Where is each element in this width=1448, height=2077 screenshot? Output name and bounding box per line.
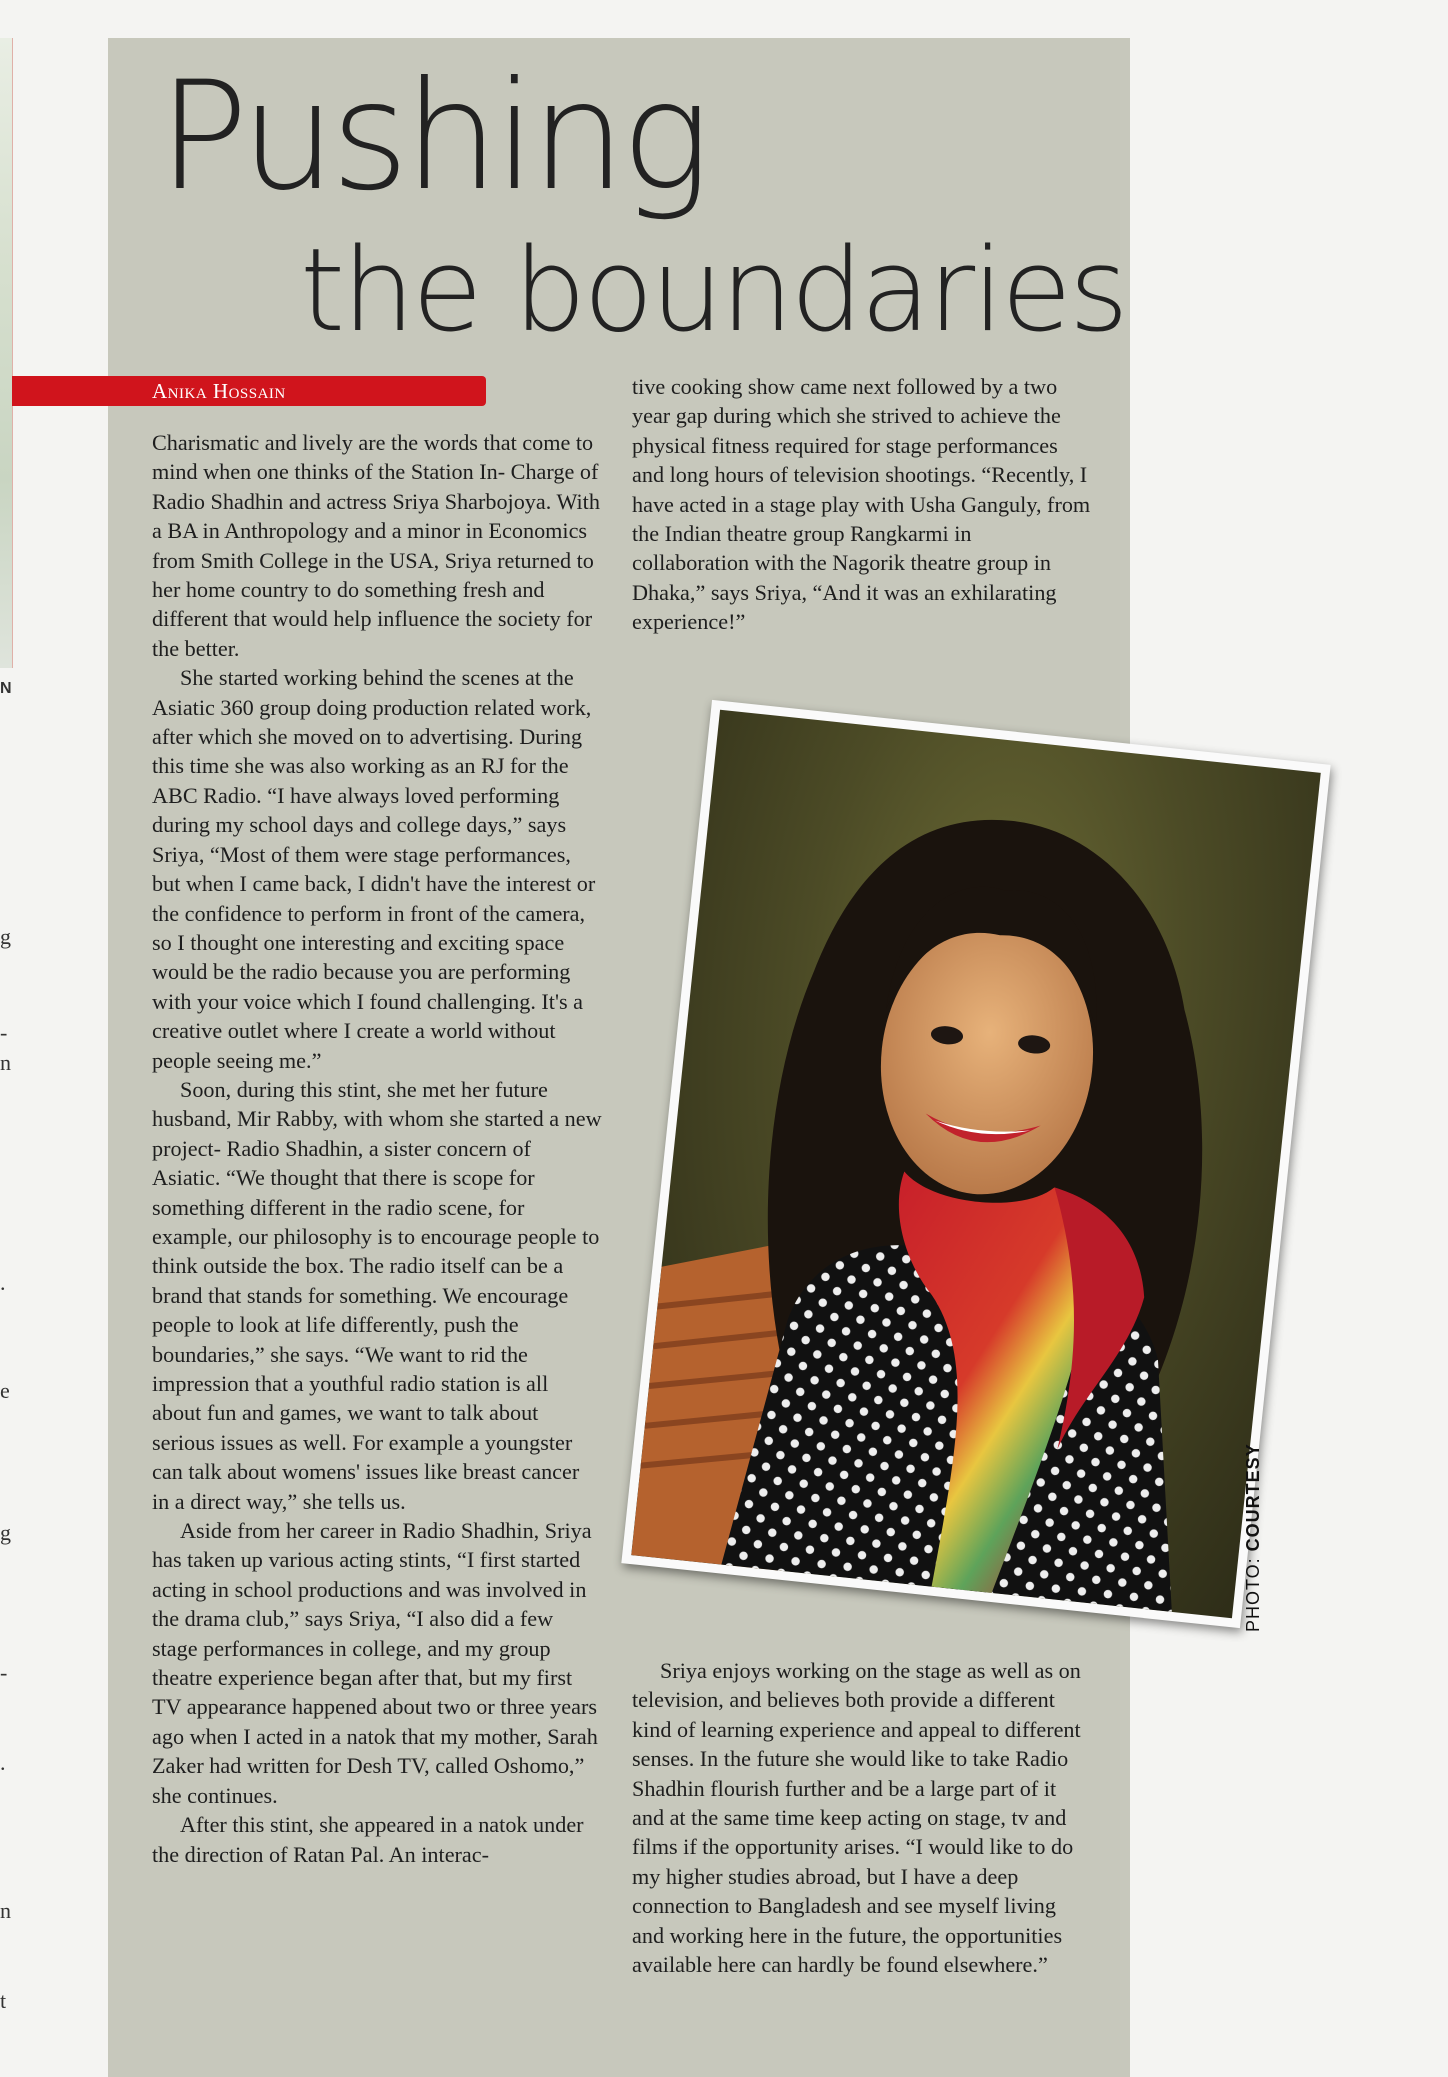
edge-fragment: g [0, 924, 11, 949]
edge-fragment: - [0, 1660, 8, 1685]
headline-line-2: the boundaries [300, 224, 1126, 358]
paragraph: She started working behind the scenes at the Asiatic 360 group doing production related work, after which she moved on to advertising. During this time she was also working as an RJ for the ABC Radio. “I have always loved performing during my school days and college days,” says Sriya, “Most of them were stage performances, but when I came back, I didn't have the interest or the confidence to perform in front of the camera, so I thought one interesting and exciting space would be the radio because you are performing with your voice which I found challenging. It's a creative outlet where I create a world without people seeing me.” [152, 665, 596, 1073]
paragraph: tive cooking show came next followed by a two year gap during which she strived to achieve the physical fitness required for stage performances and long hours of television shootings. “Recently, I have acted in a stage play with Usha Ganguly, from the Indian theatre group Rangkarmi in collaboration with the Nagorik theatre group in Dhaka,” says Sriya, “And it was an exhilarating experience!” [632, 374, 1091, 635]
article-column-right-top [632, 372, 1092, 637]
edge-fragment: t [0, 1988, 7, 2013]
edge-fragment: n [0, 1050, 11, 1075]
portrait-illustration [631, 710, 1321, 1618]
edge-fragment: - [0, 1020, 8, 1045]
byline: Anika Hossain [152, 379, 286, 403]
photo-credit-name: COURTESY [1243, 1443, 1263, 1552]
paragraph: After this stint, she appeared in a natok under the direction of Ratan Pal. An interac- [152, 1812, 584, 1867]
portrait-photo [621, 700, 1330, 1628]
paragraph: Soon, during this stint, she met her future husband, Mir Rabby, with whom she started a new project- Radio Shadhin, a sister concern of Asiatic. “We thought that there is scope for something different in the radio scene, for example, our philosophy is to encourage people to think outside the box. The radio itself can be a brand that stands for something. We encourage people to look at life differently, push the boundaries,” she says. “We want to rid the impression that a youthful radio station is all about fun and games, we want to talk about serious issues as well. For example a youngster can talk about womens' issues like breast cancer in a direct way,” she tells us. [152, 1076, 602, 1514]
paragraph: Aside from her career in Radio Shadhin, Sriya has taken up various acting stints, “I first started acting in school productions and was involved in the drama club,” says Sriya, “I also did a few stage performances in college, and my group theatre experience began after that, but my first TV appearance happened about two or three years ago when I acted in a natok that my mother, Sarah Zaker had written for Desh TV, called Oshomo,” she continues. [152, 1518, 598, 1808]
edge-fragment: e [0, 1378, 10, 1403]
paragraph: Sriya enjoys working on the stage as well as on television, and believes both provide a different kind of learning experience and appeal to different senses. In the future she would like to take Radio Shadhin flourish further and be a large part of it and at the same time keep acting on stage, tv and films if the opportunity arises. “I would like to do my higher studies abroad, but I have a deep connection to Bangladesh and see myself living and working here in the future, the opportunities available here can hardly be found elsewhere.” [632, 1658, 1081, 1978]
edge-fragment: g [0, 1520, 11, 1545]
edge-fragment: . [0, 1270, 6, 1295]
photo-credit-prefix: PHOTO: [1243, 1551, 1263, 1632]
paragraph: Charismatic and lively are the words that come to mind when one thinks of the Station In- Charge of Radio Shadhin and actress Sriya Sharbojoya. With a BA in Anthropology and a minor in Economics from Smith College in the USA, Sriya returned to her home country to do something fresh and different that would help influence the society for the better. [152, 430, 600, 661]
headline-line-1: Pushing [158, 50, 706, 224]
article-column-right-bottom [632, 1656, 1092, 1979]
adjacent-page-text-fragments [0, 0, 20, 2077]
portrait-image [631, 710, 1321, 1618]
edge-fragment: n [0, 1898, 11, 1923]
photo-credit [1243, 1443, 1264, 1632]
edge-fragment: . [0, 1750, 6, 1775]
edge-fragment: N [0, 680, 12, 697]
article-column-left [152, 428, 602, 1869]
